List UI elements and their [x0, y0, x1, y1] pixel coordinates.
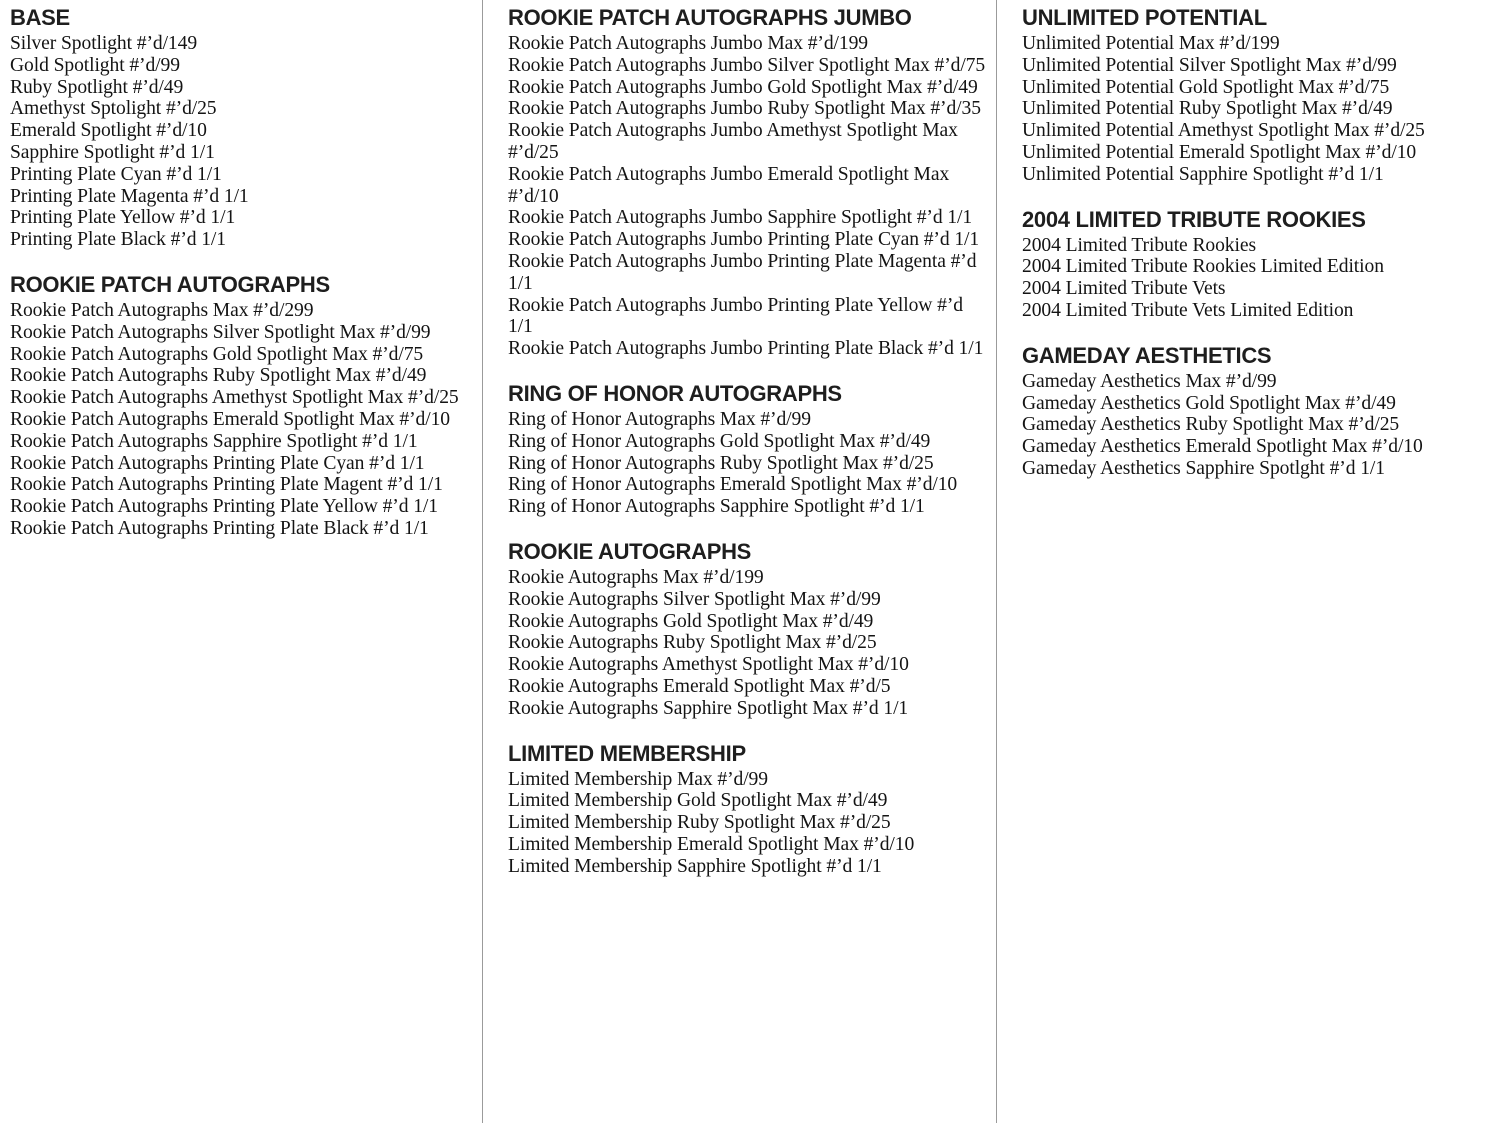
checklist-item: Ring of Honor Autographs Gold Spotlight Max #’d/49: [508, 430, 931, 452]
section-2004-limited-tribute-rookies: [1022, 208, 1477, 322]
checklist-item: Rookie Patch Autographs Emerald Spotlight Max #’d/10: [10, 408, 450, 430]
checklist-item: Printing Plate Black #’d 1/1: [10, 229, 226, 251]
checklist-item: Unlimited Potential Amethyst Spotlight Max #’d/25: [1022, 120, 1425, 142]
checklist-item: Rookie Patch Autographs Jumbo Silver Spotlight Max #’d/75: [508, 54, 986, 76]
checklist-item: Rookie Patch Autographs Silver Spotlight Max #’d/99: [10, 321, 431, 343]
checklist-column-middle: [483, 0, 997, 1123]
checklist-item: 2004 Limited Tribute Rookies Limited Edition: [1022, 256, 1384, 278]
checklist-item: Rookie Patch Autographs Printing Plate Yellow #’d 1/1: [10, 496, 438, 518]
checklist-item: Ruby Spotlight #’d/49: [10, 76, 184, 98]
checklist-column-left: [0, 0, 483, 1123]
checklist-item: Unlimited Potential Ruby Spotlight Max #’d/49: [1022, 98, 1393, 120]
checklist-item: Rookie Patch Autographs Max #’d/299: [10, 299, 314, 321]
section-base: [10, 6, 470, 251]
checklist-item: 2004 Limited Tribute Vets: [1022, 278, 1226, 300]
checklist-item: Rookie Autographs Emerald Spotlight Max #’d/5: [508, 675, 891, 697]
section-title: ROOKIE PATCH AUTOGRAPHS: [10, 271, 330, 297]
checklist-item: Ring of Honor Autographs Ruby Spotlight Max #’d/25: [508, 452, 934, 474]
checklist-item: Silver Spotlight #’d/149: [10, 33, 198, 54]
checklist-item: 2004 Limited Tribute Vets Limited Edition: [1022, 299, 1354, 321]
checklist-item: Limited Membership Gold Spotlight Max #’d/49: [508, 790, 888, 812]
checklist-item: Rookie Autographs Ruby Spotlight Max #’d/25: [508, 632, 877, 654]
checklist-item: Ring of Honor Autographs Emerald Spotlight Max #’d/10: [508, 474, 958, 496]
checklist-item: Rookie Patch Autographs Printing Plate Cyan #’d 1/1: [10, 452, 425, 474]
checklist-item: Printing Plate Cyan #’d 1/1: [10, 163, 222, 185]
checklist-item: Rookie Patch Autographs Jumbo Amethyst Spotlight Max #’d/25: [508, 120, 958, 163]
checklist-item: Rookie Patch Autographs Jumbo Printing Plate Black #’d 1/1: [508, 338, 984, 360]
checklist-item: Ring of Honor Autographs Max #’d/99: [508, 408, 811, 430]
checklist-item: Rookie Autographs Amethyst Spotlight Max #’d/10: [508, 654, 909, 676]
checklist-item: Rookie Patch Autographs Ruby Spotlight Max #’d/49: [10, 365, 427, 387]
checklist-column-right: [997, 0, 1500, 1123]
section-title: UNLIMITED POTENTIAL: [1022, 5, 1267, 30]
checklist-item: Limited Membership Sapphire Spotlight #’d 1/1: [508, 855, 882, 877]
checklist-item: Printing Plate Magenta #’d 1/1: [10, 185, 249, 207]
checklist-item: Limited Membership Emerald Spotlight Max #’d/10: [508, 833, 915, 855]
section-title: LIMITED MEMBERSHIP: [508, 740, 746, 766]
section-rookie-patch-autographs: [10, 273, 470, 540]
checklist-item: Rookie Patch Autographs Printing Plate Magent #’d 1/1: [10, 474, 443, 496]
checklist-item: Gameday Aesthetics Emerald Spotlight Max #’d/10: [1022, 436, 1423, 458]
checklist-item: Rookie Patch Autographs Jumbo Printing Plate Magenta #’d 1/1: [508, 250, 977, 294]
checklist-item: Rookie Autographs Max #’d/199: [508, 566, 764, 588]
checklist-item: Rookie Patch Autographs Gold Spotlight Max #’d/75: [10, 343, 424, 365]
checklist-item: Rookie Patch Autographs Jumbo Ruby Spotlight Max #’d/35: [508, 98, 981, 120]
checklist-item: Gameday Aesthetics Max #’d/99: [1022, 370, 1277, 392]
checklist-item: 2004 Limited Tribute Rookies: [1022, 234, 1256, 256]
section-title: ROOKIE PATCH AUTOGRAPHS JUMBO: [508, 5, 912, 30]
section-title: BASE: [10, 5, 70, 30]
checklist-item: Rookie Patch Autographs Jumbo Gold Spotlight Max #’d/49: [508, 76, 978, 98]
section-title: ROOKIE AUTOGRAPHS: [508, 538, 752, 564]
checklist-item: Rookie Patch Autographs Jumbo Printing Plate Yellow #’d 1/1: [508, 294, 963, 338]
checklist-item: Unlimited Potential Max #’d/199: [1022, 33, 1280, 54]
checklist-item: Unlimited Potential Silver Spotlight Max #’d/99: [1022, 54, 1397, 76]
checklist-item: Rookie Autographs Silver Spotlight Max #’d/99: [508, 588, 881, 610]
checklist-item: Rookie Patch Autographs Jumbo Max #’d/199: [508, 33, 868, 54]
section-title: RING OF HONOR AUTOGRAPHS: [508, 380, 842, 406]
checklist-item: Emerald Spotlight #’d/10: [10, 120, 207, 142]
checklist-item: Rookie Autographs Sapphire Spotlight Max #’d 1/1: [508, 697, 909, 719]
section-rookie-patch-autographs-jumbo: [508, 6, 988, 360]
checklist-item: Rookie Patch Autographs Printing Plate Black #’d 1/1: [10, 517, 429, 539]
checklist-item: Unlimited Potential Sapphire Spotlight #’d 1/1: [1022, 163, 1384, 185]
section-title: GAMEDAY AESTHETICS: [1022, 342, 1272, 368]
checklist-item: Gameday Aesthetics Ruby Spotlight Max #’d/25: [1022, 414, 1400, 436]
section-gameday-aesthetics: [1022, 344, 1477, 480]
checklist-item: Rookie Patch Autographs Jumbo Sapphire Spotlight #’d 1/1: [508, 207, 973, 229]
checklist-item: Rookie Patch Autographs Amethyst Spotlight Max #’d/25: [10, 387, 459, 409]
section-title: 2004 LIMITED TRIBUTE ROOKIES: [1022, 206, 1366, 232]
checklist-item: Limited Membership Ruby Spotlight Max #’d/25: [508, 812, 891, 834]
checklist-item: Rookie Patch Autographs Jumbo Printing Plate Cyan #’d 1/1: [508, 229, 980, 251]
checklist-item: Gameday Aesthetics Gold Spotlight Max #’d/49: [1022, 392, 1396, 414]
checklist-item: Rookie Patch Autographs Jumbo Emerald Spotlight Max #’d/10: [508, 163, 950, 207]
checklist-item: Amethyst Sptolight #’d/25: [10, 98, 217, 120]
checklist-item: Printing Plate Yellow #’d 1/1: [10, 207, 236, 229]
section-ring-of-honor-autographs: [508, 382, 988, 518]
section-limited-membership: [508, 742, 988, 878]
section-unlimited-potential: [1022, 6, 1477, 186]
section-rookie-autographs: [508, 540, 988, 720]
checklist-item: Ring of Honor Autographs Sapphire Spotlight #’d 1/1: [508, 496, 925, 518]
checklist-item: Unlimited Potential Emerald Spotlight Max #’d/10: [1022, 141, 1417, 163]
checklist-item: Rookie Patch Autographs Sapphire Spotlight #’d 1/1: [10, 430, 418, 452]
checklist-item: Gold Spotlight #’d/99: [10, 54, 180, 76]
checklist-item: Gameday Aesthetics Sapphire Spotlght #’d 1/1: [1022, 457, 1385, 479]
checklist-item: Sapphire Spotlight #’d 1/1: [10, 141, 215, 163]
checklist-item: Limited Membership Max #’d/99: [508, 768, 768, 790]
checklist-item: Unlimited Potential Gold Spotlight Max #’d/75: [1022, 76, 1390, 98]
checklist-item: Rookie Autographs Gold Spotlight Max #’d/49: [508, 610, 874, 632]
